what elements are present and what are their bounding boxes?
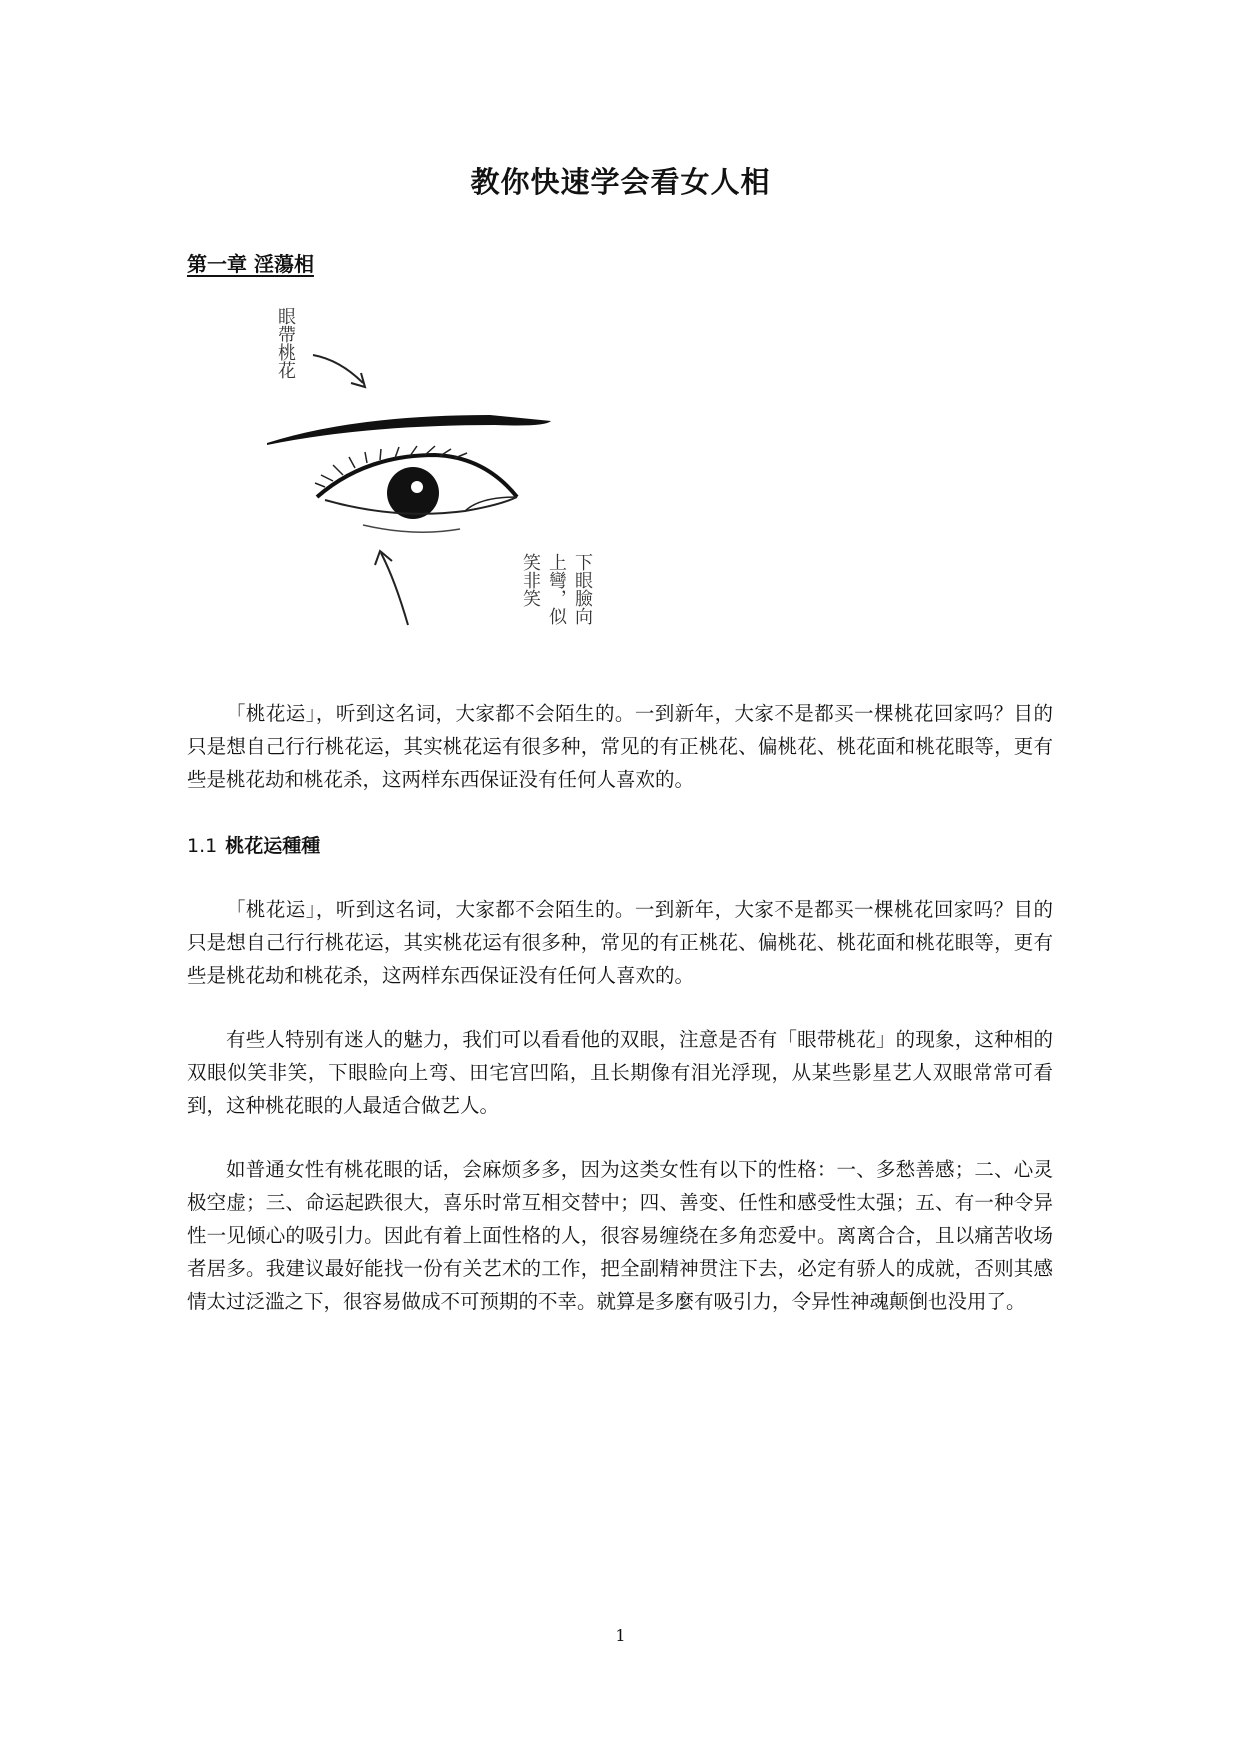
paragraph-1: 「桃花运」，听到这名词，大家都不会陌生的。一到新年，大家不是都买一棵桃花回家吗？目的只是想自己行行桃花运，其实桃花运有很多种，常见的有正桃花、偏桃花、桃花面和桃花眼等，更有些是桃花劫和桃花杀，这两样东西保证没有任何人喜欢的。	[187, 898, 1053, 987]
label-eye-peach-blossom: 眼帶桃花	[275, 307, 296, 379]
chapter-heading: 第一章 淫蕩相	[187, 252, 314, 276]
iris	[387, 467, 439, 519]
page-number: 1	[615, 1626, 626, 1645]
eye-illustration	[255, 307, 615, 660]
label-lower-eyelid-col3: 笑非笑	[520, 553, 541, 607]
label-lower-eyelid-col2: 上彎，似	[546, 553, 567, 625]
arrow-top	[313, 355, 363, 383]
section-number: 1.1	[187, 835, 218, 857]
label-lower-eyelid-col1: 下眼臉向	[572, 553, 593, 625]
paragraph-3: 如普通女性有桃花眼的话，会麻烦多多，因为这类女性有以下的性格：一、多愁善感；二、心灵极空虚；三、命运起跌很大，喜乐时常互相交替中；四、善变、任性和感受性太强；五、有一种令异性一见倾心的吸引力。因此有着上面性格的人，很容易缠绕在多角恋爱中。离离合合，且以痛苦收场者居多。我建议最好能找一份有关艺术的工作，把全副精神贯注下去，必定有骄人的成就，否则其感情太过泛滥之下，很容易做成不可预期的不幸。就算是多麼有吸引力，令异性神魂颠倒也没用了。	[187, 1158, 1053, 1313]
section-heading	[187, 831, 320, 858]
paragraph-intro: 「桃花运」，听到这名词，大家都不会陌生的。一到新年，大家不是都买一棵桃花回家吗？目的只是想自己行行桃花运，其实桃花运有很多种，常见的有正桃花、偏桃花、桃花面和桃花眼等，更有些是桃花劫和桃花杀，这两样东西保证没有任何人喜欢的。	[187, 702, 1053, 791]
arrow-bottom	[381, 553, 408, 625]
section-title: 桃花运種種	[225, 835, 321, 857]
paragraph-2: 有些人特别有迷人的魅力，我们可以看看他的双眼，注意是否有「眼带桃花」的现象，这种相的双眼似笑非笑，下眼睑向上弯、田宅宫凹陷，且长期像有泪光浮现，从某些影星艺人双眼常常可看到，这种桃花眼的人最适合做艺人。	[187, 1028, 1053, 1117]
document-title: 教你快速学会看女人相	[470, 165, 771, 199]
eyebrow	[267, 415, 551, 445]
